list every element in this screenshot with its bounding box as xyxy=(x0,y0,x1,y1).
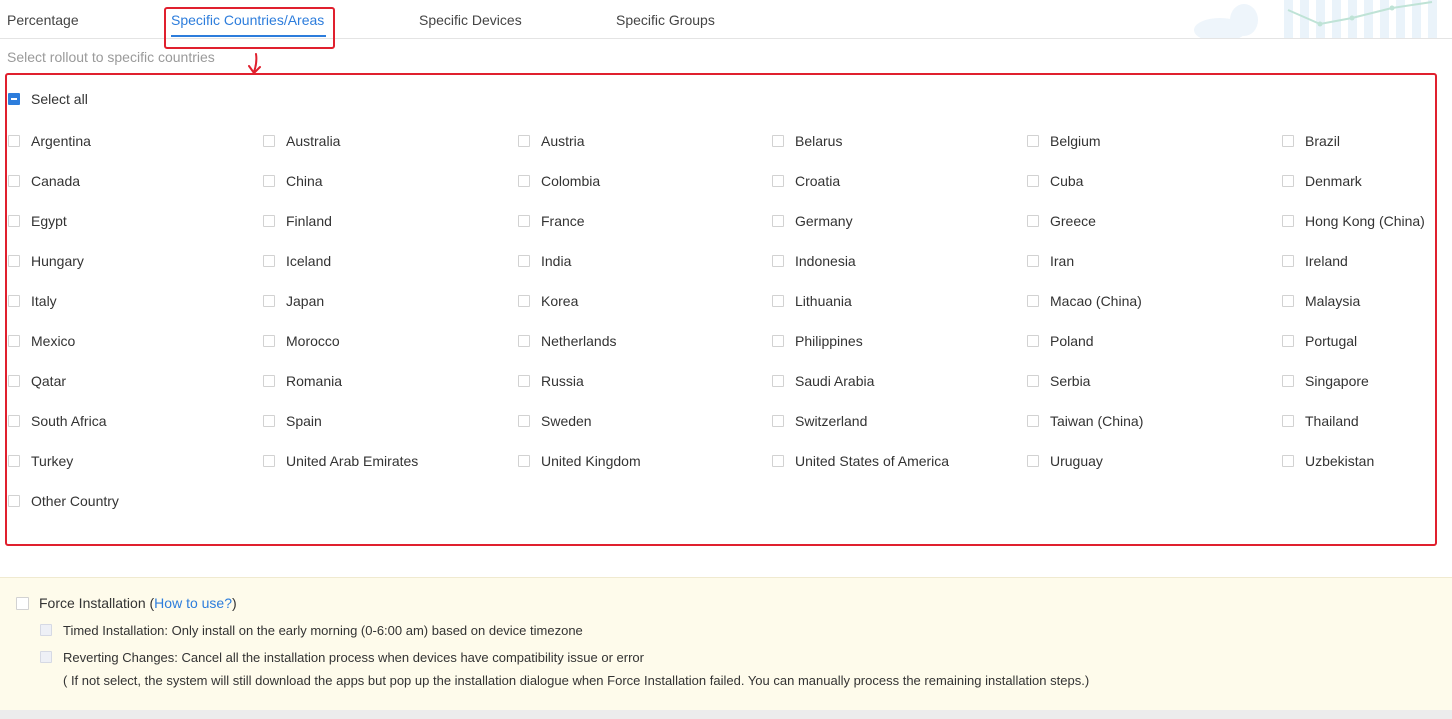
country-checkbox[interactable] xyxy=(772,215,784,227)
countries-highlight-annotation xyxy=(5,73,1437,546)
country-checkbox[interactable] xyxy=(263,455,275,467)
country-checkbox[interactable] xyxy=(772,455,784,467)
country-checkbox[interactable] xyxy=(1282,335,1294,347)
country-label[interactable]: Egypt xyxy=(31,213,67,229)
country-label[interactable]: Portugal xyxy=(1305,333,1358,349)
country-checkbox[interactable] xyxy=(8,375,20,387)
tab-specific-countries[interactable]: Specific Countries/Areas xyxy=(171,12,325,28)
country-checkbox[interactable] xyxy=(8,335,20,347)
country-checkbox[interactable] xyxy=(1027,215,1039,227)
country-label[interactable]: United Kingdom xyxy=(541,453,641,469)
country-label[interactable]: United States of America xyxy=(795,453,950,469)
country-label[interactable]: Iran xyxy=(1050,253,1075,269)
country-checkbox[interactable] xyxy=(263,375,275,387)
country-label[interactable]: Colombia xyxy=(541,173,601,189)
country-label[interactable]: Argentina xyxy=(31,133,91,149)
country-label[interactable]: Indonesia xyxy=(795,253,856,269)
country-checkbox[interactable] xyxy=(8,135,20,147)
country-label[interactable]: Spain xyxy=(286,413,322,429)
reverting-changes-checkbox[interactable] xyxy=(40,651,52,663)
select-all-checkbox[interactable] xyxy=(8,93,20,105)
country-label[interactable]: Macao (China) xyxy=(1050,293,1142,309)
country-label[interactable]: China xyxy=(286,173,323,189)
country-checkbox[interactable] xyxy=(518,375,530,387)
country-checkbox[interactable] xyxy=(1027,135,1039,147)
country-checkbox[interactable] xyxy=(263,255,275,267)
country-label[interactable]: Poland xyxy=(1050,333,1094,349)
country-checkbox[interactable] xyxy=(8,455,20,467)
country-checkbox[interactable] xyxy=(263,415,275,427)
country-checkbox[interactable] xyxy=(1027,175,1039,187)
force-installation-label xyxy=(39,595,237,611)
country-checkbox[interactable] xyxy=(263,295,275,307)
country-label[interactable]: Belgium xyxy=(1050,133,1101,149)
country-checkbox[interactable] xyxy=(8,415,20,427)
country-label[interactable]: Mexico xyxy=(31,333,76,349)
country-checkbox[interactable] xyxy=(8,255,20,267)
country-checkbox[interactable] xyxy=(1282,255,1294,267)
country-checkbox[interactable] xyxy=(1282,175,1294,187)
country-label[interactable]: Japan xyxy=(286,293,325,309)
country-label[interactable]: Uzbekistan xyxy=(1305,453,1375,469)
reverting-changes-label: Reverting Changes: Cancel all the installation process when devices have compatibility issue or error xyxy=(63,650,644,665)
country-label[interactable]: Hong Kong (China) xyxy=(1305,213,1425,229)
tab-highlight-annotation xyxy=(164,7,335,49)
country-label[interactable]: Thailand xyxy=(1305,413,1359,429)
country-label[interactable]: Qatar xyxy=(31,373,67,389)
bottom-bar xyxy=(0,710,1452,719)
country-checkbox[interactable] xyxy=(772,375,784,387)
country-checkbox[interactable] xyxy=(1282,455,1294,467)
country-checkbox[interactable] xyxy=(1282,295,1294,307)
country-label[interactable]: Saudi Arabia xyxy=(795,373,875,389)
country-checkbox[interactable] xyxy=(772,295,784,307)
country-label[interactable]: Switzerland xyxy=(795,413,868,429)
country-checkbox[interactable] xyxy=(8,295,20,307)
country-label[interactable]: Hungary xyxy=(31,253,84,269)
country-label[interactable]: Netherlands xyxy=(541,333,617,349)
country-label[interactable]: South Africa xyxy=(31,413,107,429)
country-checkbox[interactable] xyxy=(1027,335,1039,347)
country-checkbox[interactable] xyxy=(518,455,530,467)
tab-specific-devices[interactable]: Specific Devices xyxy=(419,12,522,28)
country-label[interactable]: Greece xyxy=(1050,213,1096,229)
country-label[interactable]: Canada xyxy=(31,173,81,189)
country-checkbox[interactable] xyxy=(518,415,530,427)
country-label[interactable]: Cuba xyxy=(1050,173,1084,189)
country-label[interactable]: Austria xyxy=(541,133,585,149)
country-checkbox[interactable] xyxy=(1282,215,1294,227)
tab-percentage[interactable]: Percentage xyxy=(7,12,79,28)
country-checkbox[interactable] xyxy=(8,495,20,507)
country-checkbox[interactable] xyxy=(1027,255,1039,267)
country-checkbox[interactable] xyxy=(8,215,20,227)
country-checkbox[interactable] xyxy=(1027,295,1039,307)
country-label[interactable]: Brazil xyxy=(1305,133,1341,149)
timed-installation-label: Timed Installation: Only install on the early morning (0-6:00 am) based on device timezone xyxy=(63,623,583,638)
country-label[interactable]: Italy xyxy=(31,293,57,309)
country-label[interactable]: Sweden xyxy=(541,413,592,429)
force-installation-close-paren: ) xyxy=(232,595,237,611)
country-checkbox[interactable] xyxy=(1027,415,1039,427)
country-label[interactable]: United Arab Emirates xyxy=(286,453,419,469)
country-checkbox[interactable] xyxy=(772,415,784,427)
country-checkbox[interactable] xyxy=(772,175,784,187)
country-label[interactable]: Ireland xyxy=(1305,253,1348,269)
country-checkbox[interactable] xyxy=(1027,375,1039,387)
country-label[interactable]: Russia xyxy=(541,373,584,389)
country-label[interactable]: Uruguay xyxy=(1050,453,1103,469)
country-checkbox[interactable] xyxy=(1282,135,1294,147)
country-label[interactable]: Finland xyxy=(286,213,332,229)
force-installation-note: ( If not select, the system will still download the apps but pop up the installation dialogue when Force Installation failed. You can manually process the remaining installation steps.) xyxy=(63,673,1090,688)
force-installation-checkbox[interactable] xyxy=(16,597,29,610)
rollout-subtitle: Select rollout to specific countries xyxy=(7,49,215,65)
country-label[interactable]: Morocco xyxy=(286,333,340,349)
country-checkbox[interactable] xyxy=(1282,375,1294,387)
country-label[interactable]: Croatia xyxy=(795,173,841,189)
country-label[interactable]: Malaysia xyxy=(1305,293,1361,309)
country-checkbox[interactable] xyxy=(263,215,275,227)
country-label[interactable]: Serbia xyxy=(1050,373,1091,389)
country-checkbox[interactable] xyxy=(263,135,275,147)
country-checkbox[interactable] xyxy=(518,135,530,147)
country-label[interactable]: Singapore xyxy=(1305,373,1369,389)
country-checkbox[interactable] xyxy=(518,255,530,267)
country-label[interactable]: Germany xyxy=(795,213,853,229)
country-checkbox[interactable] xyxy=(518,175,530,187)
country-label[interactable]: France xyxy=(541,213,585,229)
country-checkbox[interactable] xyxy=(1282,415,1294,427)
country-label[interactable]: Taiwan (China) xyxy=(1050,413,1144,429)
country-checkbox[interactable] xyxy=(772,255,784,267)
country-checkbox[interactable] xyxy=(518,335,530,347)
country-checkbox[interactable] xyxy=(8,175,20,187)
country-checkbox[interactable] xyxy=(518,215,530,227)
country-label[interactable]: Korea xyxy=(541,293,579,309)
tab-specific-groups[interactable]: Specific Groups xyxy=(616,12,715,28)
country-label[interactable]: Turkey xyxy=(31,453,74,469)
country-checkbox[interactable] xyxy=(263,175,275,187)
country-checkbox[interactable] xyxy=(263,335,275,347)
country-label[interactable]: Belarus xyxy=(795,133,843,149)
select-all-label[interactable]: Select all xyxy=(31,91,88,107)
country-label[interactable]: Iceland xyxy=(286,253,332,269)
country-label[interactable]: Other Country xyxy=(31,493,119,509)
country-checkbox[interactable] xyxy=(518,295,530,307)
country-checkbox[interactable] xyxy=(772,335,784,347)
country-label[interactable]: Philippines xyxy=(795,333,863,349)
country-label[interactable]: Denmark xyxy=(1305,173,1362,189)
header-decoration xyxy=(1192,0,1452,38)
country-checkbox[interactable] xyxy=(772,135,784,147)
how-to-use-link[interactable]: How to use? xyxy=(154,595,232,611)
country-checkbox[interactable] xyxy=(1027,455,1039,467)
country-label[interactable]: Australia xyxy=(286,133,341,149)
country-label[interactable]: India xyxy=(541,253,572,269)
country-label[interactable]: Romania xyxy=(286,373,343,389)
force-installation-text: Force Installation ( xyxy=(39,595,155,611)
country-label[interactable]: Lithuania xyxy=(795,293,852,309)
timed-installation-checkbox[interactable] xyxy=(40,624,52,636)
